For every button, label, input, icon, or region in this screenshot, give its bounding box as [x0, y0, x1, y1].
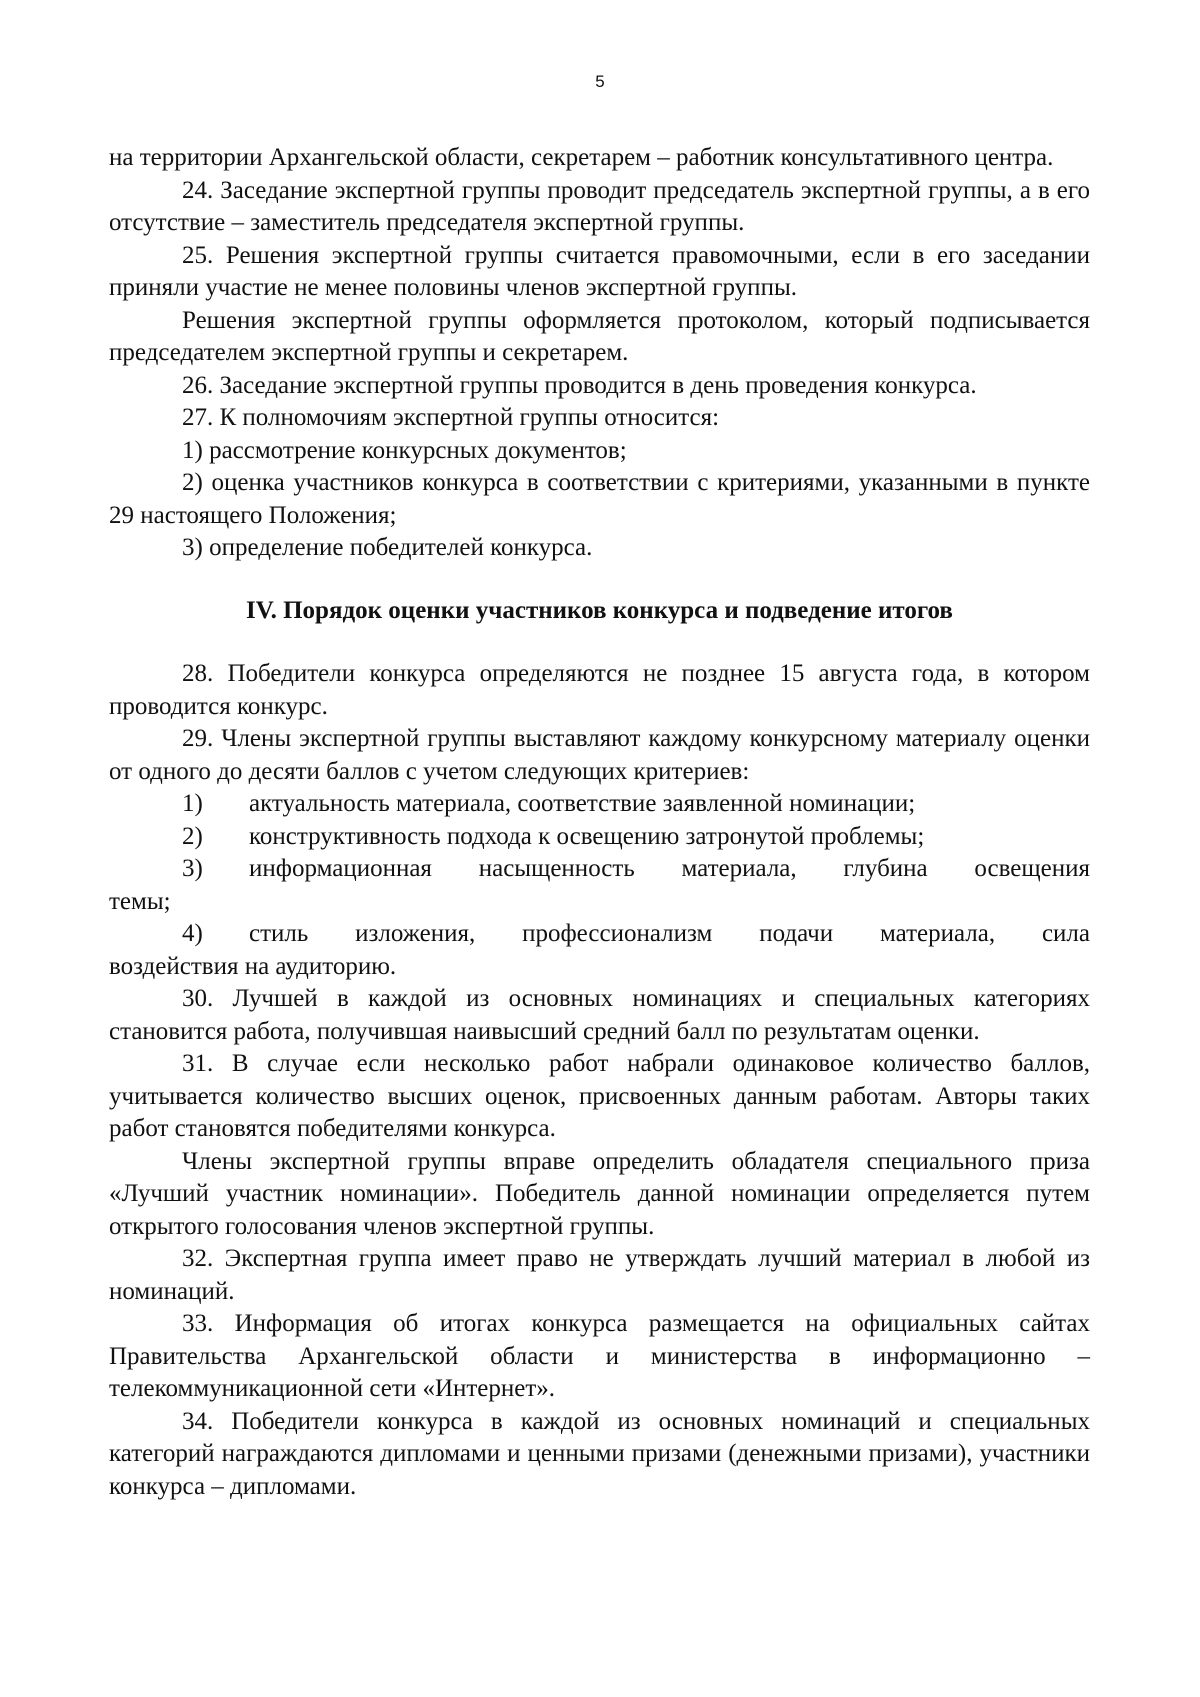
- paragraph-32: 32. Экспертная группа имеет право не утверждать лучший материал в любой из номинаций.: [109, 1245, 1090, 1305]
- criterion-text: стиль изложения, профессионализм подачи материала, сила: [249, 920, 1090, 947]
- criterion-number: 3): [182, 855, 203, 882]
- paragraph-28: 28. Победители конкурса определяются не позднее 15 августа года, в котором проводится конкурс.: [109, 660, 1090, 720]
- criterion-number: 4): [182, 920, 203, 947]
- page-number: 5: [595, 72, 605, 91]
- paragraph-26: 26. Заседание экспертной группы проводится в день проведения конкурса.: [182, 371, 977, 399]
- paragraph-27: 27. К полномочиям экспертной группы относится:: [182, 404, 720, 431]
- criteria-list: [109, 788, 1090, 983]
- paragraph-25-protocol: Решения экспертной группы оформляется протоколом, который подписывается председателем экспертной группы и секретарем.: [109, 306, 1090, 366]
- criterion-number: 2): [182, 822, 203, 850]
- criterion-text: конструктивность подхода к освещению затронутой проблемы;: [249, 822, 925, 850]
- criterion-item: [109, 918, 1090, 951]
- paragraph-31: 31. В случае если несколько работ набрали одинаковое количество баллов, учитывается количество высших оценок, присвоенных данным работам. Авторы таких работ становятся победителями конкурса.: [109, 1050, 1090, 1142]
- paragraph-29: 29. Члены экспертной группы выставляют каждому конкурсному материалу оценки от одного до десяти баллов с учетом следующих критериев:: [109, 725, 1090, 785]
- paragraph-31-special-prize: Члены экспертной группы вправе определить обладателя специального приза «Лучший участник номинации». Победитель данной номинации определяется путем открытого голосования членов экспертной группы.: [109, 1147, 1090, 1240]
- paragraph-27-item-2: 2) оценка участников конкурса в соответствии с критериями, указанными в пункте 29 настоящего Положения;: [109, 469, 1090, 529]
- criterion-text: актуальность материала, соответствие заявленной номинации;: [249, 790, 916, 817]
- criterion-item: [109, 821, 1090, 854]
- paragraph-25: 25. Решения экспертной группы считается правомочными, если в его заседании приняли участие не менее половины членов экспертной группы.: [109, 241, 1090, 301]
- paragraph-27-item-1: 1) рассмотрение конкурсных документов;: [182, 436, 627, 464]
- document-body: [109, 142, 1090, 1503]
- paragraph-34: 34. Победители конкурса в каждой из основных номинаций и специальных категорий награждаются дипломами и ценными призами (денежными призами), участники конкурса – дипломами.: [109, 1407, 1090, 1500]
- paragraph-continuation: на территории Архангельской области, секретарем – работник консультативного центра.: [109, 144, 1054, 171]
- criterion-text: информационная насыщенность материала, глубина освещения: [249, 855, 1090, 882]
- paragraph-24: 24. Заседание экспертной группы проводит председатель экспертной группы, а в его отсутствие – заместитель председателя экспертной группы.: [109, 176, 1090, 236]
- paragraph-33: 33. Информация об итогах конкурса размещается на официальных сайтах Правительства Архангельской области и министерства в информационно – телекоммуникационной сети «Интернет».: [109, 1310, 1090, 1402]
- criterion-item: [109, 788, 1090, 821]
- section-heading: IV. Порядок оценки участников конкурса и подведение итогов: [246, 596, 953, 624]
- paragraph-27-item-3: 3) определение победителей конкурса.: [182, 534, 593, 561]
- paragraph-30: 30. Лучшей в каждой из основных номинациях и специальных категориях становится работа, получившая наивысший средний балл по результатам оценки.: [109, 985, 1090, 1045]
- criterion-continuation: воздействия на аудиторию.: [109, 952, 397, 980]
- criterion-continuation: темы;: [109, 887, 171, 915]
- criterion-item: [109, 853, 1090, 886]
- criterion-number: 1): [182, 790, 203, 817]
